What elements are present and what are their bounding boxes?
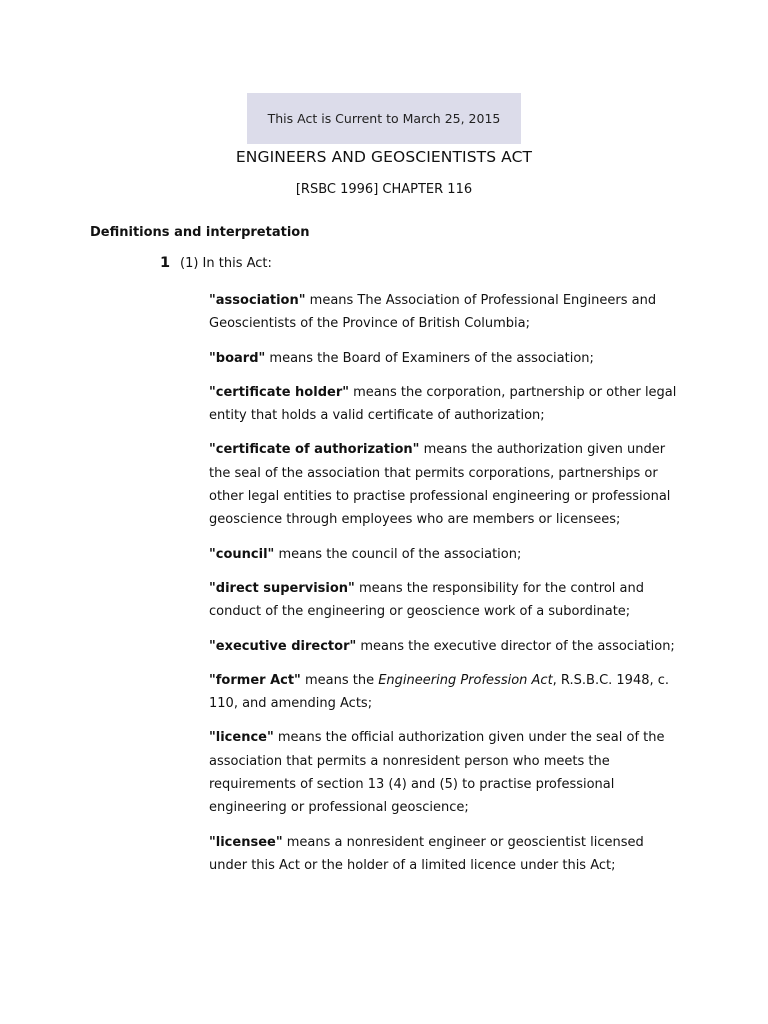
section-heading: Definitions and interpretation [90, 225, 310, 240]
definition-term: "licence" [209, 730, 274, 746]
definition-association [209, 289, 684, 336]
current-to-banner [247, 93, 521, 144]
definition-text: means the responsibility for the control and conduct of the engineering or geoscience work of a subordinate; [209, 580, 644, 620]
definition-former-act [209, 669, 684, 716]
definition-text: means the authorization given under the seal of the association that permits corporations, partnerships or other legal entities to practise professional engineering or professional geoscience through employees who are members or licensees; [209, 442, 671, 528]
definition-text: , R.S.B.C. 1948, c. 110, and amending Acts; [209, 672, 670, 712]
subsection-intro: (1) In this Act: [180, 256, 272, 271]
definition-licensee [209, 831, 684, 878]
definition-board [209, 347, 684, 370]
definition-certificate-holder [209, 381, 684, 428]
definition-term: "executive director" [209, 638, 357, 654]
definition-term: "direct supervision" [209, 580, 355, 596]
definition-term: "former Act" [209, 672, 301, 688]
definition-term: "association" [209, 293, 306, 308]
definition-text: means the official authorization given under the seal of the association that permits a nonresident person who meets the requirements of section 13 (4) and (5) to practise professional engineering or professional geoscience; [209, 730, 665, 816]
definition-text: means the council of the association; [274, 546, 522, 562]
chapter-reference: [RSBC 1996] CHAPTER 116 [295, 182, 473, 197]
definition-text: means the executive director of the association; [356, 638, 675, 654]
definition-text: means The Association of Professional Engineers and Geoscientists of the Province of British Columbia; [209, 293, 657, 332]
definition-direct-supervision [209, 577, 684, 624]
definition-licence [209, 726, 684, 819]
definition-text-pre: means the [300, 672, 379, 688]
definition-council [209, 543, 684, 566]
definition-executive-director [209, 635, 684, 658]
definition-text: means the Board of Examiners of the association; [265, 350, 594, 366]
definition-text: means the corporation, partnership or other legal entity that holds a valid certificate of authorization; [209, 384, 677, 424]
definition-text: means a nonresident engineer or geoscientist licensed under this Act or the holder of a limited licence under this Act; [209, 834, 644, 873]
current-to-text: This Act is Current to March 25, 2015 [267, 111, 501, 126]
definition-term: "licensee" [209, 834, 283, 850]
definition-certificate-of-authorization [209, 438, 684, 531]
definition-term: "board" [209, 350, 266, 366]
definition-term: "certificate of authorization" [209, 442, 420, 458]
definition-term: "council" [209, 546, 275, 562]
definition-act-name: Engineering Profession Act [378, 672, 553, 688]
definitions-list [209, 289, 684, 888]
definition-term: "certificate holder" [209, 384, 349, 400]
section-number: 1 [160, 255, 171, 271]
act-title: ENGINEERS AND GEOSCIENTISTS ACT [235, 148, 533, 166]
